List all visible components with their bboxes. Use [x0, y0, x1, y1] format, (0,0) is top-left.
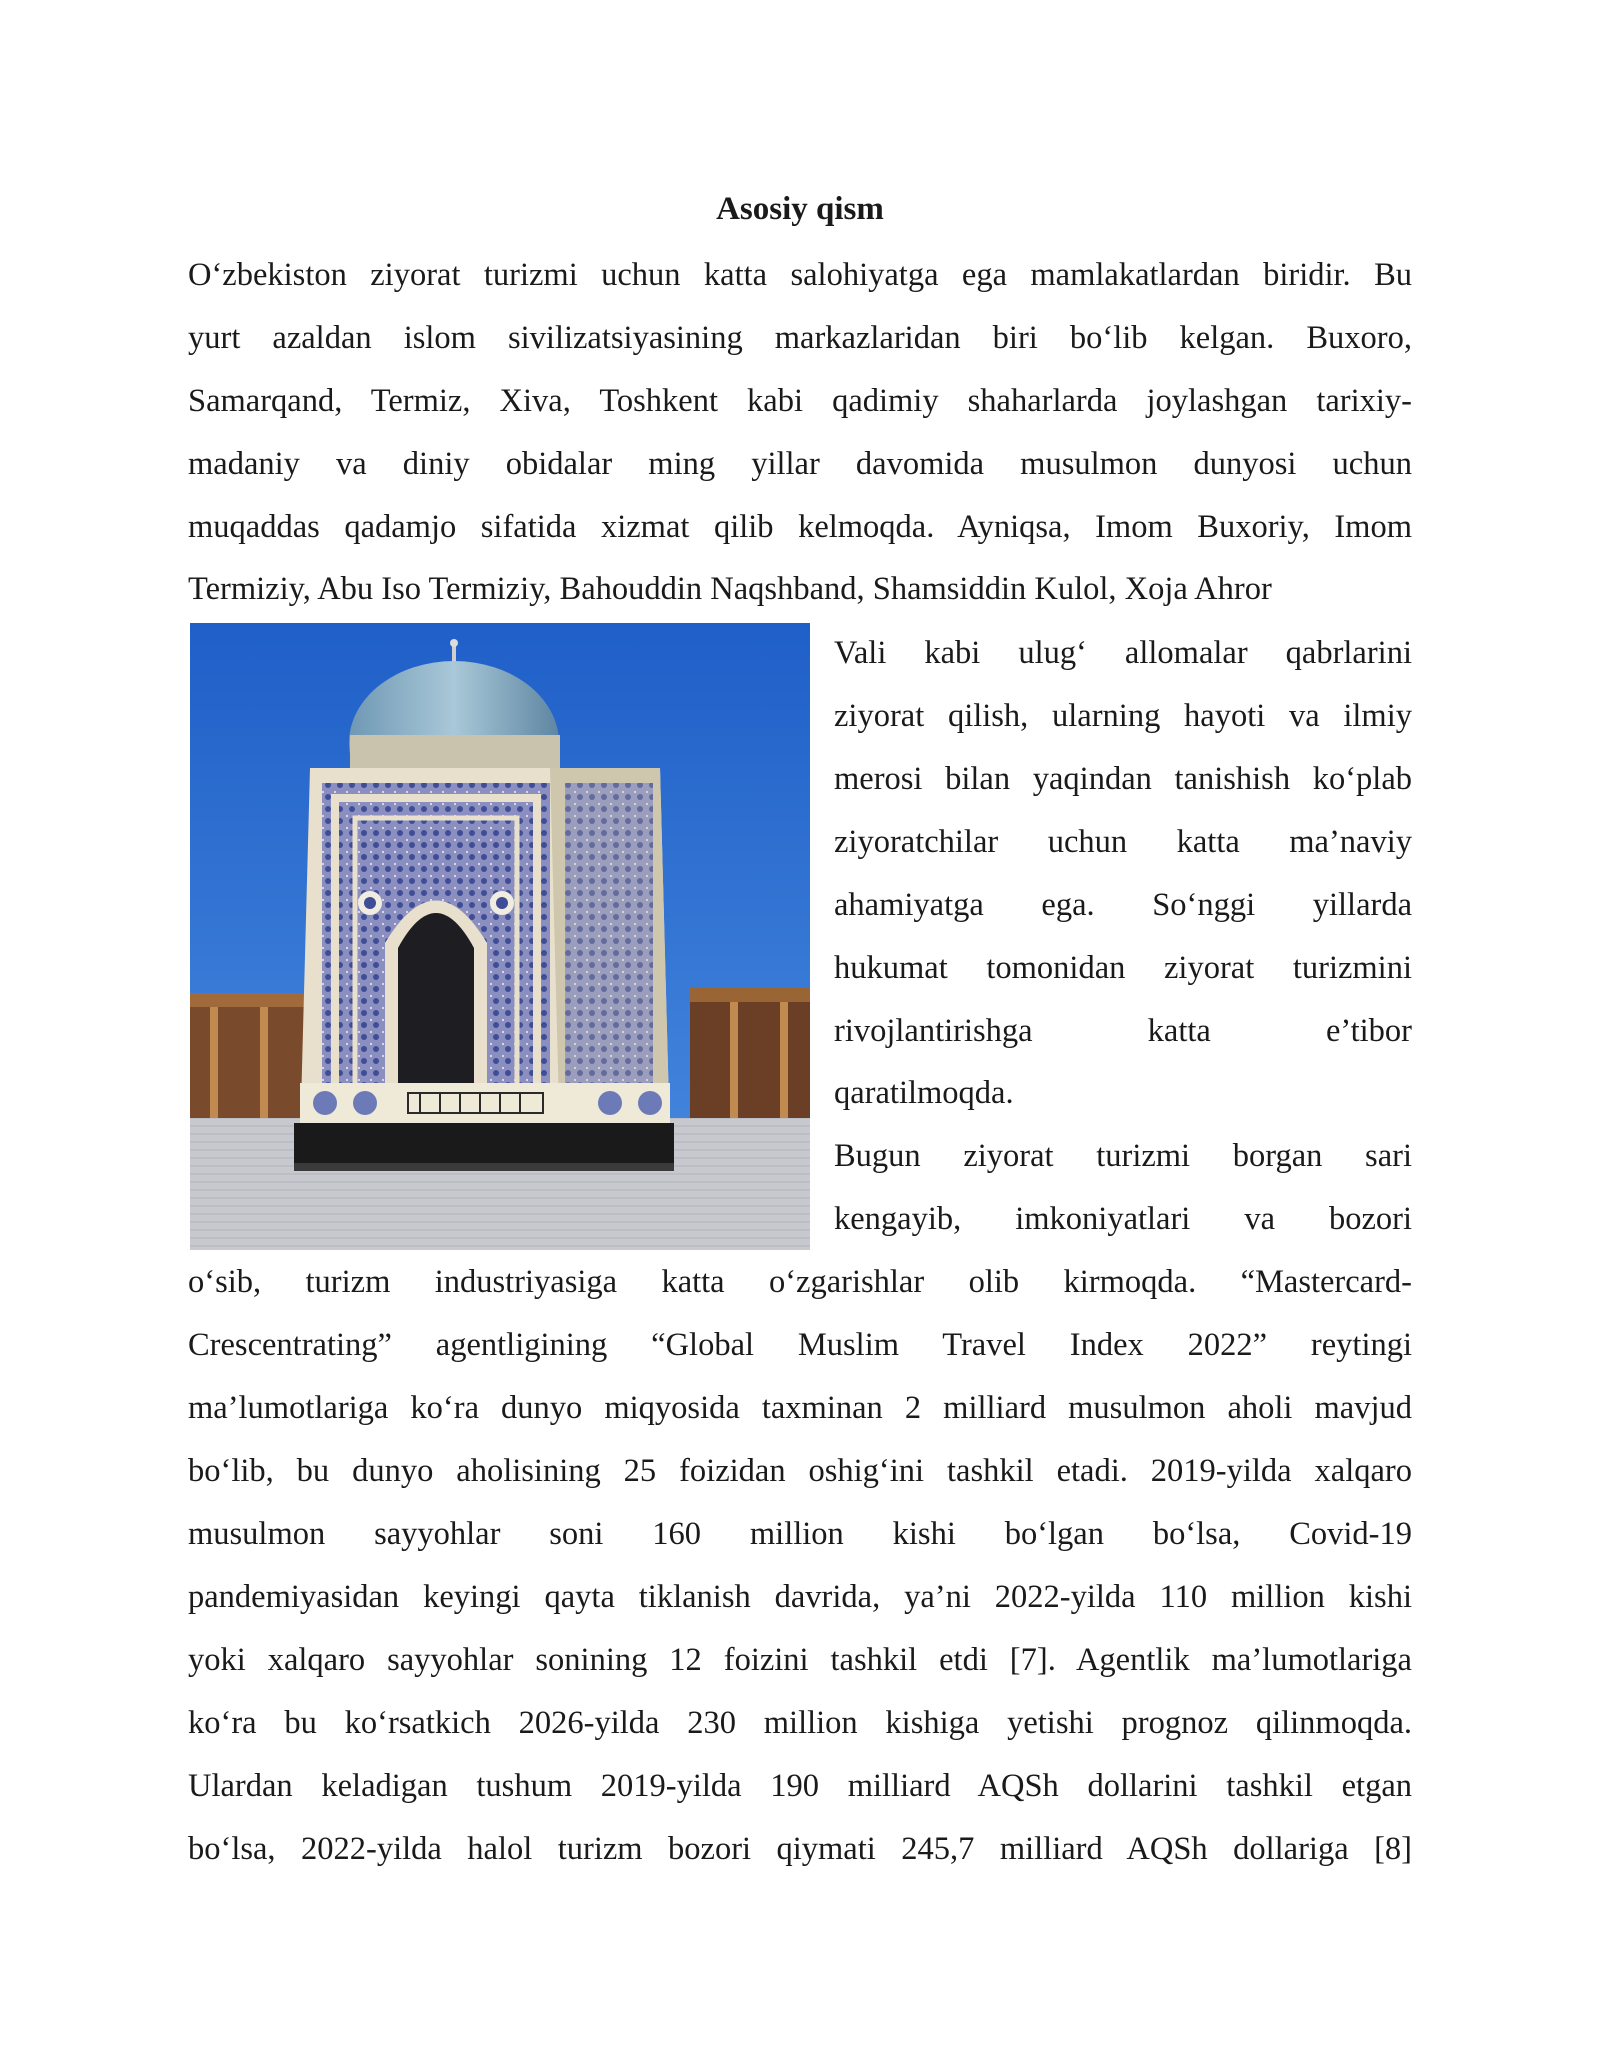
paragraph-line: Samarqand, Termiz, Xiva, Toshkent kabi qadimiy shaharlarda joylashgan tarixiy- — [188, 383, 1412, 419]
paragraph-line: kengayib, imkoniyatlari va bozori — [834, 1201, 1412, 1237]
paragraph-line: ziyorat qilish, ularning hayoti va ilmiy — [834, 698, 1412, 734]
paragraph-line: Bugun ziyorat turizmi borgan sari — [834, 1138, 1412, 1174]
paragraph-line: hukumat tomonidan ziyorat turizmini — [834, 950, 1412, 986]
paragraph-line: pandemiyasidan keyingi qayta tiklanish davrida, ya’ni 2022-yilda 110 million kishi — [188, 1579, 1412, 1615]
paragraph-line: yurt azaldan islom sivilizatsiyasining markazlaridan biri bo‘lib kelgan. Buxoro, — [188, 320, 1412, 356]
paragraph-line: Vali kabi ulug‘ allomalar qabrlarini — [834, 635, 1412, 671]
paragraph-line: musulmon sayyohlar soni 160 million kishi bo‘lgan bo‘lsa, Covid-19 — [188, 1516, 1412, 1552]
paragraph-line: muqaddas qadamjo sifatida xizmat qilib kelmoqda. Ayniqsa, Imom Buxoriy, Imom — [188, 509, 1412, 545]
paragraph-line: ziyoratchilar uchun katta ma’naviy — [834, 824, 1412, 860]
paragraph-line: Crescentrating” agentligining “Global Muslim Travel Index 2022” reytingi — [188, 1327, 1412, 1363]
mausoleum-photo — [190, 623, 810, 1250]
paragraph-line: o‘sib, turizm industriyasiga katta o‘zgarishlar olib kirmoqda. “Mastercard- — [188, 1264, 1412, 1300]
paragraph-line: qaratilmoqda. — [834, 1075, 1014, 1111]
paragraph-line: bo‘lsa, 2022-yilda halol turizm bozori qiymati 245,7 milliard AQSh dollariga [8] — [188, 1831, 1412, 1867]
paragraph-line: ko‘ra bu ko‘rsatkich 2026-yilda 230 million kishiga yetishi prognoz qilinmoqda. — [188, 1705, 1412, 1741]
paragraph-line: O‘zbekiston ziyorat turizmi uchun katta salohiyatga ega mamlakatlardan biridir. Bu — [188, 257, 1412, 293]
paragraph-line: madaniy va diniy obidalar ming yillar davomida musulmon dunyosi uchun — [188, 446, 1412, 482]
paragraph-line: yoki xalqaro sayyohlar sonining 12 foizini tashkil etdi [7]. Agentlik ma’lumotlariga — [188, 1642, 1412, 1678]
paragraph-line: ahamiyatga ega. So‘nggi yillarda — [834, 887, 1412, 923]
paragraph-line: ma’lumotlariga ko‘ra dunyo miqyosida taxminan 2 milliard musulmon aholi mavjud — [188, 1390, 1412, 1426]
paragraph-line: Termiziy, Abu Iso Termiziy, Bahouddin Naqshband, Shamsiddin Kulol, Xoja Ahror — [188, 571, 1272, 607]
paragraph-line: Ulardan keladigan tushum 2019-yilda 190 milliard AQSh dollarini tashkil etgan — [188, 1768, 1412, 1804]
section-title: Asosiy qism — [716, 191, 884, 227]
paragraph-line: merosi bilan yaqindan tanishish ko‘plab — [834, 761, 1412, 797]
paragraph-line: bo‘lib, bu dunyo aholisining 25 foizidan oshig‘ini tashkil etadi. 2019-yilda xalqaro — [188, 1453, 1412, 1489]
paragraph-line: rivojlantirishga katta e’tibor — [834, 1013, 1412, 1049]
